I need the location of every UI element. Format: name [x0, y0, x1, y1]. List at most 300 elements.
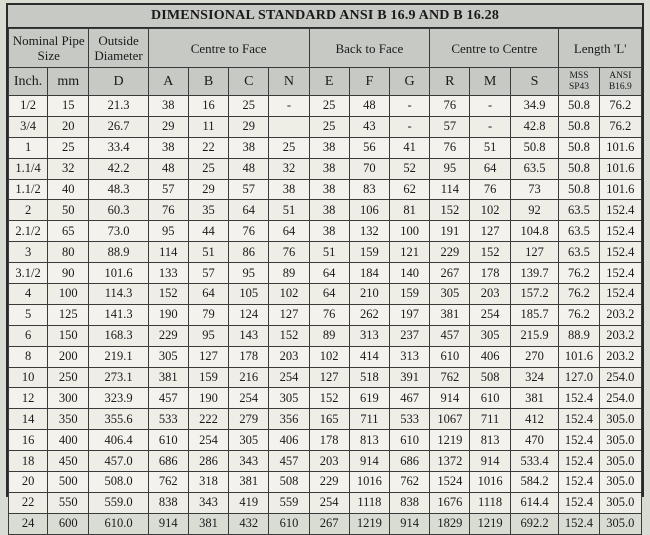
- table-cell: 76.2: [559, 284, 599, 305]
- table-cell: 203: [309, 451, 349, 472]
- table-cell: 3.1/2: [9, 263, 48, 284]
- table-row: [9, 513, 642, 534]
- table-cell: 190: [148, 304, 188, 325]
- table-cell: 57: [430, 116, 470, 137]
- table-cell: 450: [48, 451, 89, 472]
- table-cell: 914: [470, 451, 510, 472]
- table-cell: 80: [48, 242, 89, 263]
- table-cell: 229: [148, 325, 188, 346]
- table-cell: 20: [48, 116, 89, 137]
- table-cell: 686: [148, 451, 188, 472]
- table-cell: 254.0: [599, 367, 641, 388]
- table-cell: 3/4: [9, 116, 48, 137]
- table-cell: 64: [309, 284, 349, 305]
- table-cell: 89: [309, 325, 349, 346]
- table-cell: 838: [390, 492, 430, 513]
- table-cell: 1016: [470, 472, 510, 493]
- table-cell: 101.6: [599, 137, 641, 158]
- table-cell: 6: [9, 325, 48, 346]
- table-cell: 215.9: [510, 325, 559, 346]
- table-cell: 159: [188, 367, 228, 388]
- table-cell: 203.2: [599, 304, 641, 325]
- table-cell: 1219: [430, 430, 470, 451]
- table-cell: 2: [9, 200, 48, 221]
- table-cell: 178: [470, 263, 510, 284]
- table-cell: 610: [470, 388, 510, 409]
- table-cell: 203: [470, 284, 510, 305]
- table-cell: 762: [148, 472, 188, 493]
- table-cell: 18: [9, 451, 48, 472]
- table-cell: 254: [309, 492, 349, 513]
- dimension-table: [8, 28, 642, 535]
- table-row: [9, 200, 642, 221]
- table-row: [9, 367, 642, 388]
- table-cell: 56: [349, 137, 389, 158]
- table-cell: 686: [390, 451, 430, 472]
- table-row: [9, 492, 642, 513]
- col-ansi-b169: ANSI B16.9: [599, 68, 641, 96]
- table-row: [9, 451, 642, 472]
- table-cell: 48: [148, 158, 188, 179]
- table-cell: 101.6: [89, 263, 148, 284]
- table-cell: 711: [470, 409, 510, 430]
- table-cell: 406: [470, 346, 510, 367]
- table-cell: 254: [269, 367, 309, 388]
- col-m: M: [470, 68, 510, 96]
- table-cell: 813: [349, 430, 389, 451]
- table-cell: 216: [229, 367, 269, 388]
- table-cell: 51: [188, 242, 228, 263]
- col-c: C: [229, 68, 269, 96]
- table-cell: 11: [188, 116, 228, 137]
- table-cell: 25: [48, 137, 89, 158]
- table-cell: 152.4: [559, 409, 599, 430]
- table-cell: 305.0: [599, 409, 641, 430]
- table-cell: 141.3: [89, 304, 148, 325]
- table-cell: 29: [229, 116, 269, 137]
- table-cell: 8: [9, 346, 48, 367]
- table-cell: -: [390, 96, 430, 117]
- table-row: [9, 242, 642, 263]
- table-cell: 305: [229, 430, 269, 451]
- table-cell: 73.0: [89, 221, 148, 242]
- table-cell: 104.8: [510, 221, 559, 242]
- table-cell: 203.2: [599, 346, 641, 367]
- table-cell: 12: [9, 388, 48, 409]
- table-cell: 711: [349, 409, 389, 430]
- table-title: DIMENSIONAL STANDARD ANSI B 16.9 AND B 16.28: [8, 5, 642, 28]
- table-cell: 102: [309, 346, 349, 367]
- table-cell: 254: [188, 430, 228, 451]
- table-cell: 533.4: [510, 451, 559, 472]
- table-cell: 152: [269, 325, 309, 346]
- table-row: [9, 137, 642, 158]
- table-cell: 76.2: [559, 304, 599, 325]
- table-cell: 1829: [430, 513, 470, 534]
- table-cell: 324: [510, 367, 559, 388]
- table-cell: 200: [48, 346, 89, 367]
- table-cell: 470: [510, 430, 559, 451]
- table-cell: 614.4: [510, 492, 559, 513]
- table-cell: 63.5: [559, 200, 599, 221]
- table-cell: 44: [188, 221, 228, 242]
- table-cell: 467: [390, 388, 430, 409]
- table-cell: 95: [430, 158, 470, 179]
- table-cell: 518: [349, 367, 389, 388]
- table-cell: 267: [430, 263, 470, 284]
- table-cell: 203.2: [599, 325, 641, 346]
- table-cell: 222: [188, 409, 228, 430]
- table-cell: 50.8: [559, 137, 599, 158]
- table-cell: 584.2: [510, 472, 559, 493]
- table-cell: 4: [9, 284, 48, 305]
- table-cell: 305.0: [599, 513, 641, 534]
- table-cell: 127: [470, 221, 510, 242]
- table-cell: 60.3: [89, 200, 148, 221]
- table-cell: 64: [470, 158, 510, 179]
- table-cell: 100: [48, 284, 89, 305]
- table-cell: 203: [269, 346, 309, 367]
- col-b: B: [188, 68, 228, 96]
- table-cell: 1.1/2: [9, 179, 48, 200]
- table-cell: 127: [269, 304, 309, 325]
- table-cell: 305.0: [599, 430, 641, 451]
- table-cell: 262: [349, 304, 389, 325]
- dimension-table-sheet: [6, 3, 644, 531]
- header-back-to-face: Back to Face: [309, 29, 430, 68]
- table-cell: 76: [229, 221, 269, 242]
- table-cell: 152: [148, 284, 188, 305]
- table-cell: 20: [9, 472, 48, 493]
- table-cell: 50.8: [559, 158, 599, 179]
- table-cell: 25: [309, 116, 349, 137]
- table-cell: 419: [229, 492, 269, 513]
- header-nominal-pipe-size: Nominal Pipe Size: [9, 29, 89, 68]
- table-cell: 50.8: [559, 179, 599, 200]
- table-cell: 305.0: [599, 472, 641, 493]
- table-cell: 90: [48, 263, 89, 284]
- table-cell: 152: [309, 388, 349, 409]
- table-cell: 343: [229, 451, 269, 472]
- table-row: [9, 284, 642, 305]
- table-cell: 34.9: [510, 96, 559, 117]
- table-cell: 89: [269, 263, 309, 284]
- col-n: N: [269, 68, 309, 96]
- table-cell: 305: [148, 346, 188, 367]
- table-cell: 267: [309, 513, 349, 534]
- table-cell: 250: [48, 367, 89, 388]
- table-cell: 106: [349, 200, 389, 221]
- table-cell: 32: [269, 158, 309, 179]
- table-cell: 178: [229, 346, 269, 367]
- col-r: R: [430, 68, 470, 96]
- table-row: [9, 388, 642, 409]
- table-cell: 305.0: [599, 492, 641, 513]
- table-cell: 100: [390, 221, 430, 242]
- table-cell: 350: [48, 409, 89, 430]
- table-cell: 152.4: [559, 492, 599, 513]
- table-cell: 140: [390, 263, 430, 284]
- table-cell: 124: [229, 304, 269, 325]
- table-cell: 1: [9, 137, 48, 158]
- table-cell: 101.6: [559, 346, 599, 367]
- table-cell: 25: [188, 158, 228, 179]
- table-cell: 38: [229, 137, 269, 158]
- table-cell: 21.3: [89, 96, 148, 117]
- table-cell: 159: [349, 242, 389, 263]
- table-cell: 63.5: [510, 158, 559, 179]
- table-cell: 76: [309, 304, 349, 325]
- table-cell: 1118: [470, 492, 510, 513]
- table-cell: 76: [148, 200, 188, 221]
- table-cell: 127: [510, 242, 559, 263]
- table-cell: 914: [148, 513, 188, 534]
- table-cell: 92: [510, 200, 559, 221]
- table-cell: 457: [269, 451, 309, 472]
- table-cell: 305.0: [599, 451, 641, 472]
- table-cell: 168.3: [89, 325, 148, 346]
- table-cell: 185.7: [510, 304, 559, 325]
- table-cell: 79: [188, 304, 228, 325]
- table-cell: 2.1/2: [9, 221, 48, 242]
- table-cell: 152.4: [559, 472, 599, 493]
- table-cell: 914: [390, 513, 430, 534]
- table-cell: 64: [188, 284, 228, 305]
- table-cell: 88.9: [89, 242, 148, 263]
- col-g: G: [390, 68, 430, 96]
- table-cell: 152.4: [599, 242, 641, 263]
- table-cell: 508: [269, 472, 309, 493]
- table-cell: 178: [309, 430, 349, 451]
- table-cell: 381: [510, 388, 559, 409]
- table-cell: 114: [430, 179, 470, 200]
- col-a: A: [148, 68, 188, 96]
- table-cell: 29: [148, 116, 188, 137]
- table-cell: 313: [390, 346, 430, 367]
- table-cell: 64: [269, 221, 309, 242]
- table-cell: 133: [148, 263, 188, 284]
- table-cell: 381: [148, 367, 188, 388]
- table-cell: 157.2: [510, 284, 559, 305]
- table-cell: 1/2: [9, 96, 48, 117]
- table-cell: 457.0: [89, 451, 148, 472]
- table-cell: 152.4: [559, 388, 599, 409]
- table-cell: 159: [390, 284, 430, 305]
- table-cell: 165: [309, 409, 349, 430]
- table-cell: 229: [309, 472, 349, 493]
- table-cell: 1219: [349, 513, 389, 534]
- table-cell: 152: [430, 200, 470, 221]
- header-centre-to-face: Centre to Face: [148, 29, 309, 68]
- table-cell: 414: [349, 346, 389, 367]
- table-cell: 610.0: [89, 513, 148, 534]
- table-cell: 533: [148, 409, 188, 430]
- table-cell: 152.4: [559, 430, 599, 451]
- table-cell: 838: [148, 492, 188, 513]
- table-cell: 610: [148, 430, 188, 451]
- table-cell: 101.6: [599, 179, 641, 200]
- table-cell: 219.1: [89, 346, 148, 367]
- table-cell: 38: [309, 137, 349, 158]
- table-cell: 76.2: [599, 96, 641, 117]
- table-cell: 559.0: [89, 492, 148, 513]
- table-cell: 356: [269, 409, 309, 430]
- table-row: [9, 96, 642, 117]
- table-cell: 50: [48, 200, 89, 221]
- table-cell: 127: [188, 346, 228, 367]
- table-row: [9, 116, 642, 137]
- table-cell: 286: [188, 451, 228, 472]
- table-cell: 121: [390, 242, 430, 263]
- table-cell: 10: [9, 367, 48, 388]
- table-cell: 51: [470, 137, 510, 158]
- table-cell: 432: [229, 513, 269, 534]
- col-mss-sp43: MSS SP43: [559, 68, 599, 96]
- table-cell: 273.1: [89, 367, 148, 388]
- table-cell: 5: [9, 304, 48, 325]
- table-cell: 457: [148, 388, 188, 409]
- table-cell: 343: [188, 492, 228, 513]
- table-cell: 76.2: [559, 263, 599, 284]
- table-cell: 48: [229, 158, 269, 179]
- table-cell: 38: [148, 137, 188, 158]
- table-cell: 692.2: [510, 513, 559, 534]
- table-cell: 533: [390, 409, 430, 430]
- table-cell: 38: [309, 179, 349, 200]
- table-cell: 42.8: [510, 116, 559, 137]
- table-cell: 105: [229, 284, 269, 305]
- table-cell: 190: [188, 388, 228, 409]
- table-cell: 197: [390, 304, 430, 325]
- table-cell: 610: [390, 430, 430, 451]
- table-cell: 254.0: [599, 388, 641, 409]
- table-cell: 152: [470, 242, 510, 263]
- table-cell: [269, 116, 309, 137]
- table-cell: 279: [229, 409, 269, 430]
- table-cell: 16: [188, 96, 228, 117]
- table-row: [9, 409, 642, 430]
- table-cell: 318: [188, 472, 228, 493]
- table-cell: 300: [48, 388, 89, 409]
- table-cell: 508.0: [89, 472, 148, 493]
- col-f: F: [349, 68, 389, 96]
- table-cell: 323.9: [89, 388, 148, 409]
- table-cell: 400: [48, 430, 89, 451]
- table-cell: 41: [390, 137, 430, 158]
- table-row: [9, 346, 642, 367]
- table-cell: 86: [229, 242, 269, 263]
- table-cell: 38: [309, 158, 349, 179]
- table-cell: 1.1/4: [9, 158, 48, 179]
- table-cell: 38: [269, 179, 309, 200]
- table-row: [9, 304, 642, 325]
- table-cell: 1372: [430, 451, 470, 472]
- table-cell: 127.0: [559, 367, 599, 388]
- table-cell: 76: [470, 179, 510, 200]
- table-cell: 237: [390, 325, 430, 346]
- table-cell: 81: [390, 200, 430, 221]
- table-cell: 33.4: [89, 137, 148, 158]
- col-s: S: [510, 68, 559, 96]
- table-cell: 52: [390, 158, 430, 179]
- table-cell: 50.8: [510, 137, 559, 158]
- table-cell: 210: [349, 284, 389, 305]
- table-cell: 63.5: [559, 221, 599, 242]
- table-cell: 42.2: [89, 158, 148, 179]
- table-cell: 457: [430, 325, 470, 346]
- header-outside-diameter: Outside Diameter: [89, 29, 148, 68]
- table-cell: 48.3: [89, 179, 148, 200]
- table-cell: 305: [470, 325, 510, 346]
- table-cell: 22: [9, 492, 48, 513]
- table-cell: 600: [48, 513, 89, 534]
- table-cell: 76: [269, 242, 309, 263]
- header-length: Length 'L': [559, 29, 642, 68]
- table-cell: 1676: [430, 492, 470, 513]
- table-row: [9, 472, 642, 493]
- table-row: [9, 158, 642, 179]
- header-centre-to-centre: Centre to Centre: [430, 29, 559, 68]
- table-cell: 25: [269, 137, 309, 158]
- table-cell: 65: [48, 221, 89, 242]
- table-cell: -: [470, 116, 510, 137]
- table-cell: 125: [48, 304, 89, 325]
- table-cell: 1118: [349, 492, 389, 513]
- table-cell: 50.8: [559, 116, 599, 137]
- table-cell: 25: [309, 96, 349, 117]
- table-cell: 15: [48, 96, 89, 117]
- table-cell: 152.4: [599, 263, 641, 284]
- table-row: [9, 179, 642, 200]
- table-cell: 76: [430, 137, 470, 158]
- table-cell: 62: [390, 179, 430, 200]
- table-cell: 610: [269, 513, 309, 534]
- table-cell: 38: [309, 200, 349, 221]
- table-cell: -: [470, 96, 510, 117]
- table-cell: 229: [430, 242, 470, 263]
- table-cell: 114.3: [89, 284, 148, 305]
- table-cell: 254: [470, 304, 510, 325]
- table-cell: 305: [269, 388, 309, 409]
- table-cell: 406: [269, 430, 309, 451]
- table-cell: 813: [470, 430, 510, 451]
- table-cell: 16: [9, 430, 48, 451]
- table-cell: 1524: [430, 472, 470, 493]
- table-cell: 57: [188, 263, 228, 284]
- table-cell: 63.5: [559, 242, 599, 263]
- table-cell: 25: [229, 96, 269, 117]
- table-cell: 914: [430, 388, 470, 409]
- table-cell: 43: [349, 116, 389, 137]
- table-cell: 83: [349, 179, 389, 200]
- table-cell: 88.9: [559, 325, 599, 346]
- table-cell: 381: [229, 472, 269, 493]
- table-row: [9, 430, 642, 451]
- table-cell: 70: [349, 158, 389, 179]
- table-cell: 355.6: [89, 409, 148, 430]
- table-cell: 313: [349, 325, 389, 346]
- table-cell: 40: [48, 179, 89, 200]
- table-cell: 762: [430, 367, 470, 388]
- table-cell: 29: [188, 179, 228, 200]
- table-row: [9, 325, 642, 346]
- table-cell: 150: [48, 325, 89, 346]
- table-cell: 152.4: [559, 451, 599, 472]
- table-cell: 143: [229, 325, 269, 346]
- table-cell: 24: [9, 513, 48, 534]
- table-cell: 406.4: [89, 430, 148, 451]
- table-cell: 1219: [470, 513, 510, 534]
